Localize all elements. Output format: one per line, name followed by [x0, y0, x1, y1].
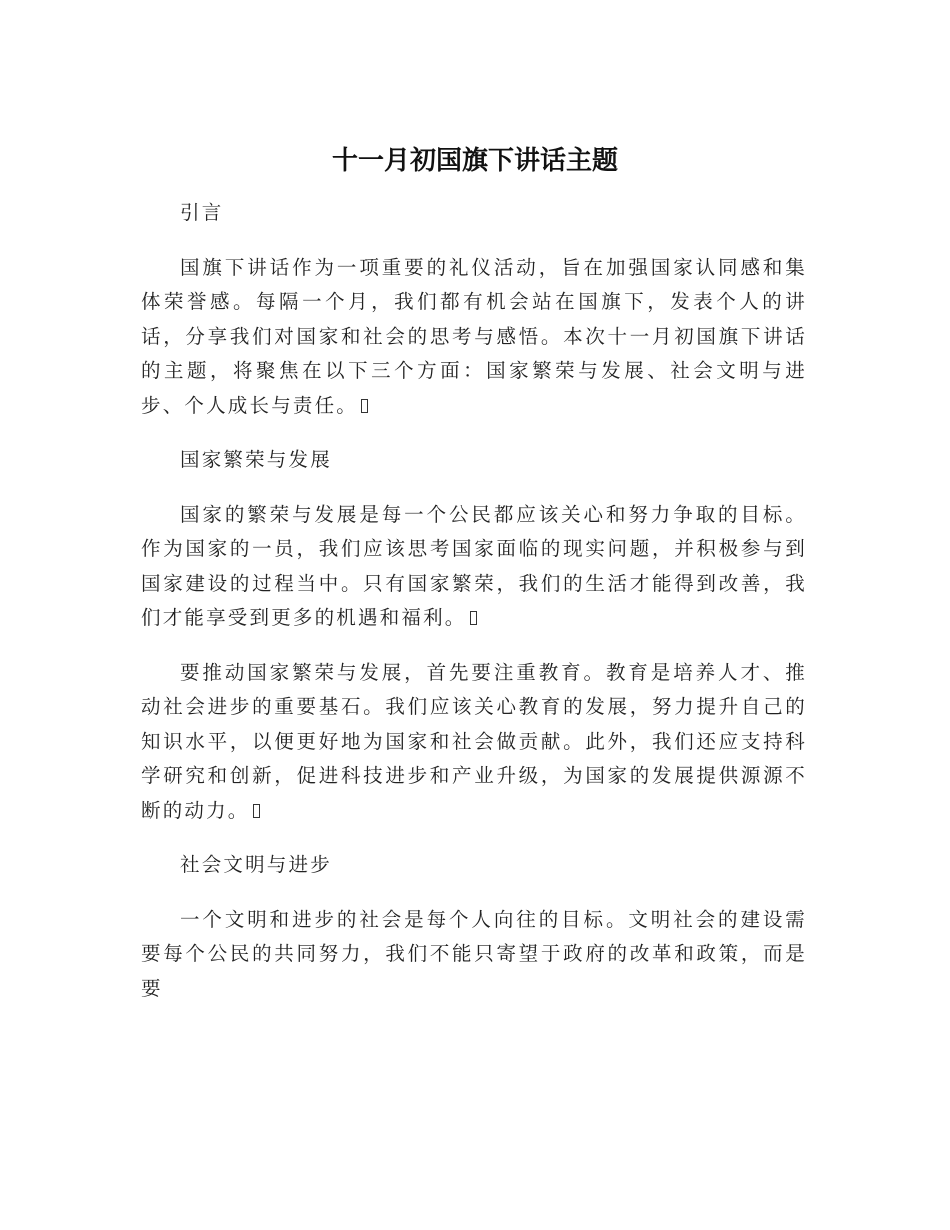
- section-heading-text: 社会文明与进步: [180, 853, 332, 876]
- section-heading-text: 引言: [180, 201, 224, 224]
- paragraph-end-mark-icon: [253, 804, 260, 818]
- paragraph-text: 要推动国家繁荣与发展，首先要注重教育。教育是培养人才、推动社会进步的重要基石。我们应该关心教育的发展，努力提升自己的知识水平，以便更好地为国家和社会做贡献。此外，我们还应支持科学研究和创新，促进科技进步和产业升级，为国家的发展提供源源不断的动力。: [141, 660, 807, 822]
- paragraph-end-mark-icon: [361, 399, 368, 413]
- section-heading-intro: [141, 196, 807, 231]
- paragraph-social-civilization-1: [141, 903, 807, 1007]
- document-title: 十一月初国旗下讲话主题: [331, 146, 618, 176]
- section-heading-text: 国家繁荣与发展: [180, 448, 332, 471]
- paragraph-text: 国旗下讲话作为一项重要的礼仪活动，旨在加强国家认同感和集体荣誉感。每隔一个月，我们都有机会站在国旗下，发表个人的讲话，分享我们对国家和社会的思考与感悟。本次十一月初国旗下讲话的主题，将聚焦在以下三个方面：国家繁荣与发展、社会文明与进步、个人成长与责任。: [141, 255, 807, 417]
- paragraph-national-prosperity-1: [141, 498, 807, 636]
- section-heading-national-prosperity: [141, 443, 807, 478]
- paragraph-national-prosperity-2: [141, 656, 807, 829]
- paragraph-intro: [141, 251, 807, 424]
- paragraph-text: 国家的繁荣与发展是每一个公民都应该关心和努力争取的目标。作为国家的一员，我们应该思考国家面临的现实问题，并积极参与到国家建设的过程当中。只有国家繁荣，我们的生活才能得到改善，我们才能享受到更多的机遇和福利。: [141, 502, 807, 629]
- paragraph-end-mark-icon: [470, 611, 477, 625]
- paragraph-text: 一个文明和进步的社会是每个人向往的目标。文明社会的建设需要每个公民的共同努力，我们不能只寄望于政府的改革和政策，而是要: [141, 907, 807, 1000]
- section-heading-social-civilization: [141, 848, 807, 883]
- document-body: [141, 196, 807, 1026]
